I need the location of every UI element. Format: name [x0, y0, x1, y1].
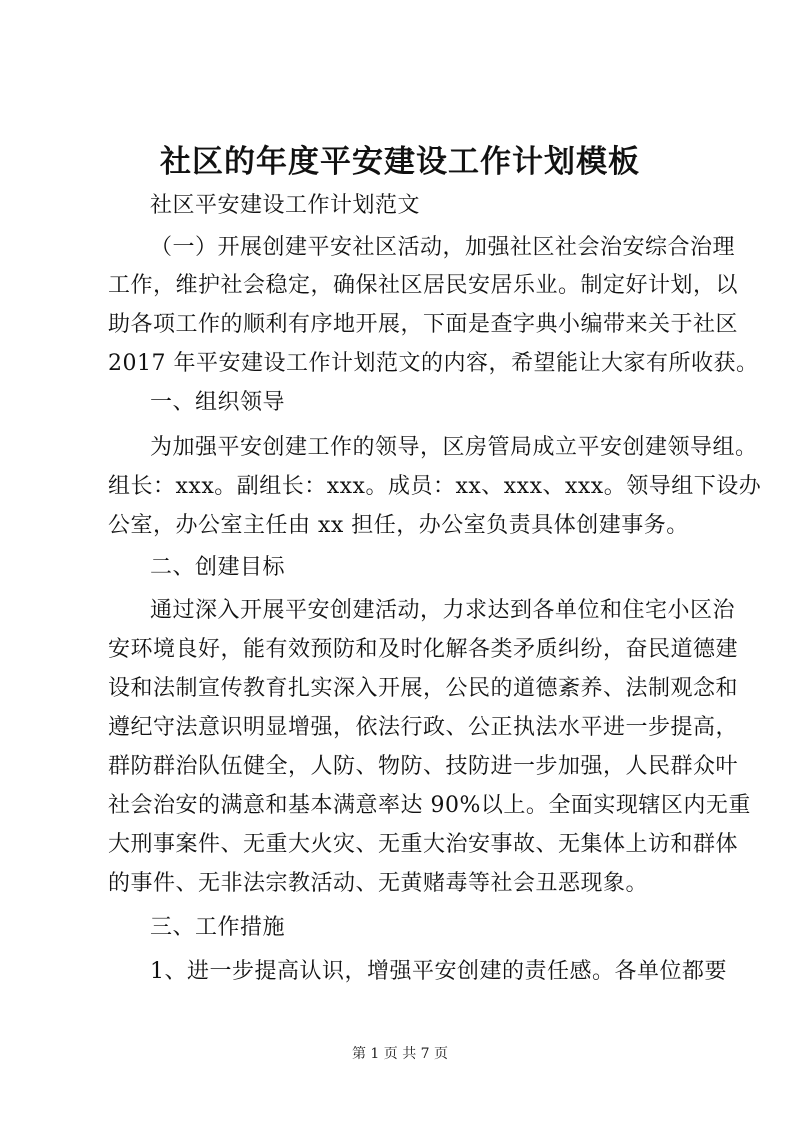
section-heading: 一、组织领导: [150, 390, 286, 415]
paragraph-line: 的事件、无非法宗教活动、无黄赌毒等社会丑恶现象。: [108, 871, 649, 896]
paragraph-line: 大刑事案件、无重大火灾、无重大治安事故、无集体上访和群体: [108, 832, 739, 857]
section-heading: 二、创建目标: [150, 555, 286, 580]
paragraph-line: 工作，维护社会稳定，确保社区居民安居乐业。制定好计划，以: [108, 273, 739, 298]
page-number-footer: 第 1 页 共 7 页: [351, 1046, 449, 1062]
paragraph-line: 设和法制宣传教育扎实深入开展，公民的道德紊养、法制观念和: [108, 676, 739, 701]
section-heading: 三、工作措施: [150, 915, 286, 940]
document-title: 社区的年度平安建设工作计划模板: [160, 144, 640, 180]
paragraph-line: 通过深入开展平安创建活动，力求达到各单位和住宅小区治: [150, 598, 736, 623]
paragraph-line: 2017 年平安建设工作计划范文的内容，希望能让大家有所收获。: [108, 351, 759, 376]
paragraph-line: 为加强平安创建工作的领导，区房管局成立平安创建领导组。: [150, 435, 758, 460]
paragraph-line: 助各项工作的顺利有序地开展，下面是查字典小编带来关于社区: [108, 312, 739, 337]
paragraph-line: 遵纪守法意识明显增强，依法行政、公正执法水平进一步提高，: [108, 715, 739, 740]
paragraph-line: 社会治安的满意和基本满意率达 90%以上。全面实现辖区内无重: [108, 793, 751, 818]
paragraph-line: 公室，办公室主任由 xx 担任，办公室负责具体创建事务。: [108, 513, 689, 538]
paragraph-line: 安环境良好，能有效预防和及时化解各类矛质纠纷，奋民道德建: [108, 637, 739, 662]
paragraph-line: 1、进一步提高认识，增强平安创建的责任感。各单位都要: [150, 959, 727, 984]
paragraph-line: 组长：xxx。副组长：xxx。成员：xx、xxx、xxx。领导组下设办: [108, 474, 762, 499]
paragraph-line: 群防群治队伍健全，人防、物防、技防进一步加强，人民群众叶: [108, 754, 739, 779]
subtitle-line: 社区平安建设工作计划范文: [150, 193, 421, 218]
paragraph-line: （一）开展创建平安社区活动，加强社区社会治安综合治理: [150, 235, 736, 260]
